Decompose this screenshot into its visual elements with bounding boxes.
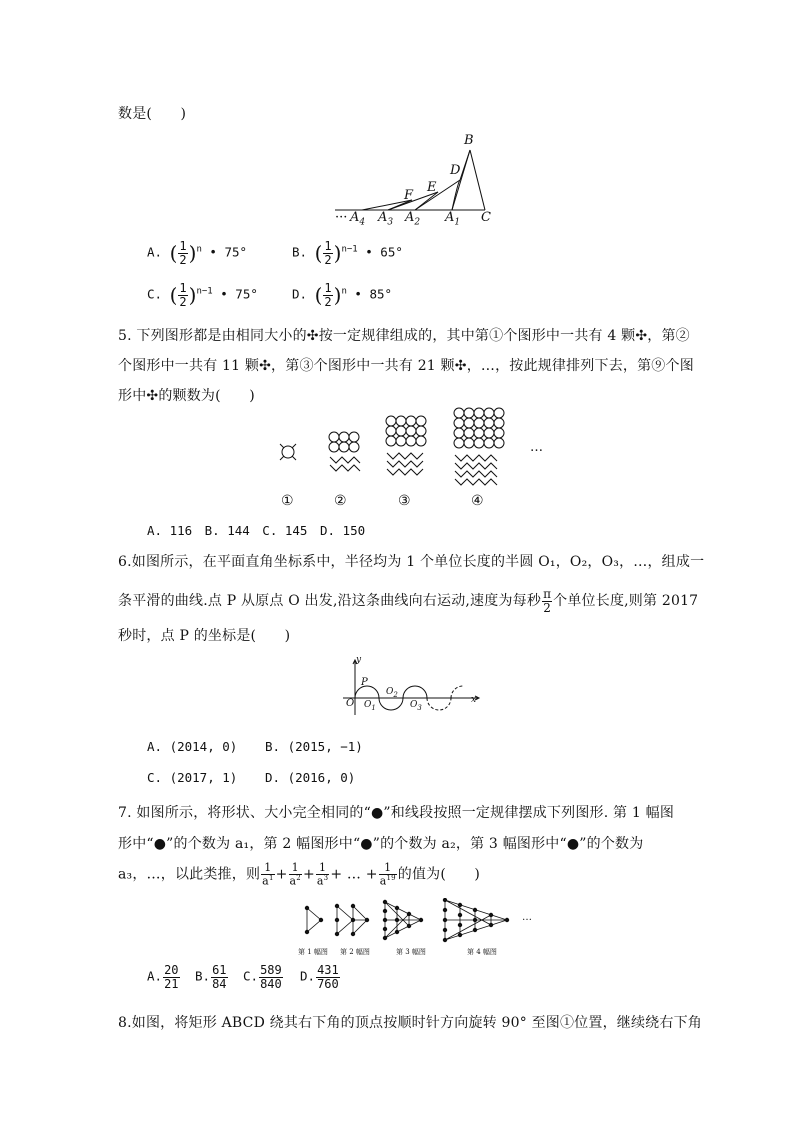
q4-label-E: E	[427, 180, 437, 195]
q6-text-line2: 条平滑的曲线.点 P 从原点 O 出发,沿这条曲线向右运动,速度为每秒 $\frac{\pi}{2}$ 个单位长度,则第 2017	[118, 587, 699, 615]
q7-figure-ellipsis: …	[522, 912, 532, 923]
q4-label-D: D	[450, 163, 461, 178]
q7-text-line1: 7. 如图所示，将形状、大小完全相同的“●”和线段按照一定规律摆成下列图形. 第 1 幅图	[118, 805, 675, 821]
q5-figure-ellipsis: …	[530, 440, 543, 455]
q7-option-d[interactable]: D. $\frac{431}{760}$	[300, 963, 339, 991]
q4-label-A1: $A_1$	[445, 210, 461, 228]
q4-label-A4: $A_4$	[350, 210, 366, 228]
q4-label-B: B	[464, 133, 474, 148]
q7-option-c[interactable]: C. $\frac{589}{840}$	[243, 963, 282, 991]
q6-label-O2: $O_2$	[386, 687, 398, 699]
q5-text-line2: 个图形中一共有 11 颗✣，第③个图形中一共有 21 颗✣，…，按此规律排列下去，第⑨个图	[118, 358, 694, 374]
q6-option-d[interactable]: D. (2016, 0)	[265, 770, 356, 785]
q6-option-c[interactable]: C. (2017, 1)	[147, 770, 238, 785]
q5-text-line3: 形中✣的颗数为( )	[118, 388, 255, 404]
q6-text-line1: 6.如图所示，在平面直角坐标系中，半径均为 1 个单位长度的半圆 O₁，O₂，O₃，…，组成一	[118, 554, 705, 570]
q4-label-F: F	[404, 188, 414, 203]
q5-text-line1: 5. 下列图形都是由相同大小的✣按一定规律组成的，其中第①个图形中一共有 4 颗✣，第②	[118, 328, 690, 344]
q7-option-b[interactable]: B. $\frac{61}{84}$	[195, 963, 227, 991]
q6-label-y: y	[356, 655, 362, 665]
q5-options[interactable]: A. 116 B. 144 C. 145 D. 150	[147, 523, 366, 538]
q5-fig-label-2: ②	[334, 493, 347, 509]
q7-text-line3: a₃，…，以此类推，则 $\frac{1}{a^1}$ + $\frac{1}{a^2}$ + $\frac{1}{a^3}$ + … + $\frac{1}{a^{19}}$ 的值为( )	[118, 861, 481, 888]
q4-option-d[interactable]: D. ( $\frac{1}{2}$ )$^n$ • 85°	[292, 281, 393, 309]
q4-label-C: C	[481, 210, 491, 225]
q7-option-a[interactable]: A. $\frac{20}{21}$	[147, 963, 179, 991]
q6-label-O: O	[346, 698, 355, 709]
q4-label-dots: ···	[335, 210, 348, 225]
q4-label-A3: $A_3$	[378, 210, 394, 228]
q7-fig-label-2: 第 2 幅图	[340, 948, 370, 956]
q6-label-P: P	[361, 677, 368, 688]
q6-text-line3: 秒时，点 P 的坐标是( )	[118, 628, 291, 644]
q5-fig-label-3: ③	[398, 493, 411, 509]
q6-option-b[interactable]: B. (2015, −1)	[265, 739, 363, 754]
q5-pattern-figure	[270, 405, 560, 495]
q4-option-c[interactable]: C. ( $\frac{1}{2}$ )$^{n-1}$ • 75°	[147, 281, 258, 309]
q7-fig-label-3: 第 3 幅图	[396, 948, 426, 956]
q6-label-O1: $O_1$	[364, 700, 376, 712]
q4-text-tail: 数是( )	[118, 106, 187, 122]
q4-label-A2: $A_2$	[405, 210, 421, 228]
q6-label-x: x	[471, 695, 477, 705]
q4-option-a[interactable]: A. ( $\frac{1}{2}$ )$^n$ • 75°	[147, 239, 248, 267]
q4-option-b[interactable]: B. ( $\frac{1}{2}$ )$^{n-1}$ • 65°	[292, 239, 403, 267]
q7-fig-label-1: 第 1 幅图	[298, 948, 328, 956]
q6-option-a[interactable]: A. (2014, 0)	[147, 739, 238, 754]
q7-text-line2: 形中“●”的个数为 a₁，第 2 幅图形中“●”的个数为 a₂，第 3 幅图形中“●”的个数为	[118, 836, 644, 852]
q5-fig-label-4: ④	[471, 493, 484, 509]
q5-fig-label-1: ①	[281, 493, 294, 509]
q8-text-line1: 8.如图，将矩形 ABCD 绕其右下角的顶点按顺时针方向旋转 90° 至图①位置，继续绕右下角	[118, 1015, 702, 1031]
q7-fig-label-4: 第 4 幅图	[467, 948, 497, 956]
q6-label-O3: $O_3$	[410, 700, 422, 712]
